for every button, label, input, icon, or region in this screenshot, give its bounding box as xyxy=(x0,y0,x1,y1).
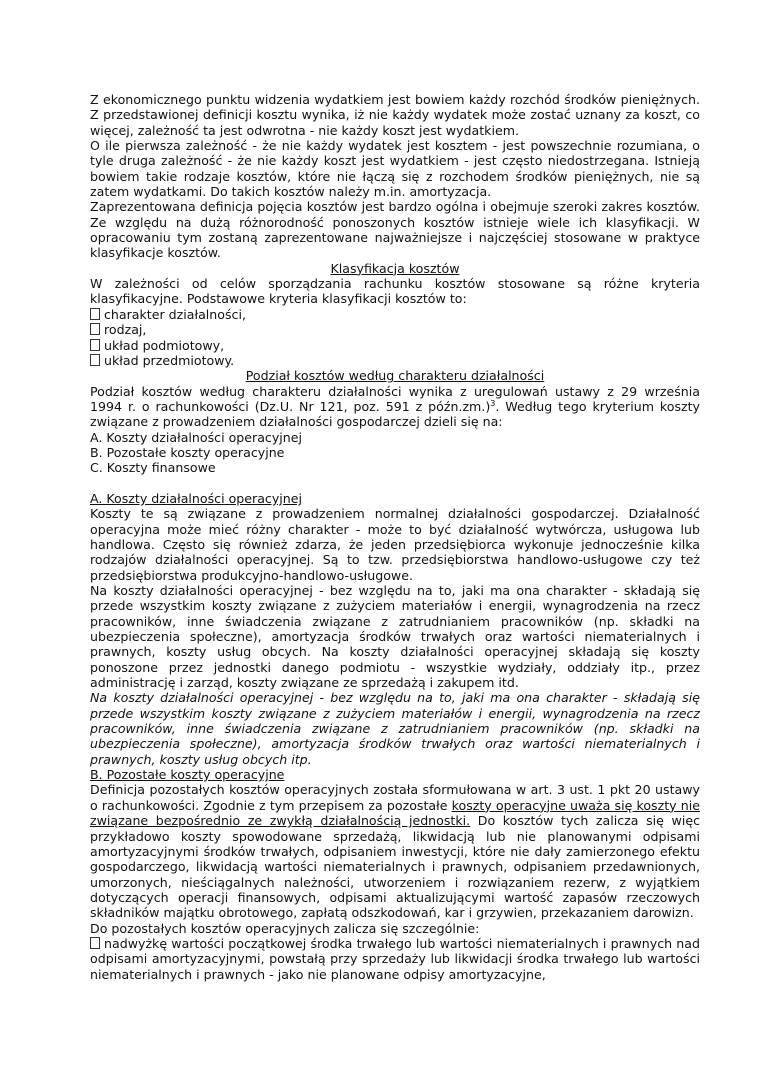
bullet-box-icon xyxy=(90,354,100,366)
bullet-box-icon xyxy=(90,937,100,949)
blank-line xyxy=(90,476,700,491)
bullet-item: układ przedmiotowy. xyxy=(90,353,700,368)
klasyfikacja-paragraph: W zależności od celów sporządzania rachunku kosztów stosowane są różne kryteria klasyfikacyjne. Podstawowe kryteria klasyfikacji kosztów to: xyxy=(90,276,700,307)
footnote-ref: 3 xyxy=(490,398,496,408)
underlined-definition: koszty operacyjne uważa się koszty nie związane bezpośrednio ze zwykłą działalnością jednostki. xyxy=(90,797,700,829)
section-a-paragraph-1: Koszty te są związane z prowadzeniem normalnej działalności gospodarczej. Działalność operacyjna może mieć różny charakter - może to być działalność wytwórcza, usługowa lub handlowa. Często się również zdarza, że jeden przedsiębiorca wykonuje jednocześnie kilka rodzajów działalności operacyjnej. Są to tzw. przedsiębiorstwa handlowo-usługowe czy też przedsiębiorstwa produkcyjno-handlowo-usługowe. xyxy=(90,506,700,583)
section-b-paragraph-2: Do pozostałych kosztów operacyjnych zalicza się szczególnie: xyxy=(90,920,480,936)
heading-section-b: B. Pozostałe koszty operacyjne xyxy=(90,767,285,783)
heading-section-a: A. Koszty działalności operacyjnej xyxy=(90,490,303,506)
section-b-bullet-paragraph: nadwyżkę wartości początkowej środka trwałego lub wartości niematerialnych i prawnych nad odpisami amortyzacyjnymi, powstałą przy sprzedaży lub likwidacji środka trwałego lub wartości niematerialnych i prawnych - jako nie planowane odpisy amortyzacyjne, xyxy=(90,935,700,982)
intro-paragraph-2: O ile pierwsza zależność - że nie każdy wydatek jest kosztem - jest powszechnie rozumiana, o tyle druga zależność - że nie każdy koszt jest wydatkiem - jest często niedostrzegana. Istnieją bowiem takie rodzaje kosztów, które nie łączą się z rozchodem środków pieniężnych, nie są zatem wydatkami. Do takich kosztów należy m.in. amortyzacja. xyxy=(90,138,700,200)
bullet-item: układ podmiotowy, xyxy=(90,338,700,353)
intro-paragraph-1: Z ekonomicznego punktu widzenia wydatkiem jest bowiem każdy rozchód środków pieniężnych. Z przedstawionej definicji kosztu wynika, iż nie każdy wydatek może zostać uznany za koszt, co więcej, zależność ta jest odwrotna - nie każdy koszt jest wydatkiem. xyxy=(90,92,700,138)
heading-podzial: Podział kosztów według charakteru działalności xyxy=(245,368,545,384)
bullet-item: charakter działalności, xyxy=(90,307,700,322)
bullet-box-icon xyxy=(90,323,100,335)
category-item: C. Koszty finansowe xyxy=(90,460,216,476)
document-page xyxy=(90,92,700,982)
section-a-paragraph-2: Na koszty działalności operacyjnej - bez względu na to, jaki ma ona charakter - składają się przede wszystkim koszty związane z zużyciem materiałów i energii, wynagrodzenia na rzecz pracowników, inne świadczenia związane z zatrudnianiem pracowników (np. składki na ubezpieczenia społeczne), amortyzacja środków trwałych oraz wartości niematerialnych i prawnych, koszty usług obcych. Na koszty działalności operacyjnej składają się koszty ponoszone przez jednostki danego podmiotu - wszystkie wydziały, oddziały itp., przez administrację i zarząd, koszty związane ze sprzedażą i zakupem itd. xyxy=(90,583,700,691)
bullet-item: rodzaj, xyxy=(90,322,700,337)
section-b-paragraph-1: Definicja pozostałych kosztów operacyjnych została sformułowana w art. 3 ust. 1 pkt 20 ustawy o rachunkowości. Zgodnie z tym przepisem za pozostałe koszty operacyjne uważa się koszty nie związane bezpośrednio ze zwykłą działalnością jednostki. Do kosztów tych zalicza się więc przykładowo koszty spowodowane sprzedażą, likwidacją lub nie planowanymi odpisami amortyzacyjnymi środków trwałych, odpisaniem inwestycji, które nie dały zamierzonego efektu gospodarczego, likwidacją wartości niematerialnych i prawnych, odpisaniem przedawnionych, umorzonych, nieściągalnych należności, utworzeniem i rozwiązaniem rezerw, z wyjątkiem dotyczących operacji finansowych, odpisami aktualizującymi wartość zapasów rzeczowych składników majątku obrotowego, zapłatą odszkodowań, kar i grzywien, przekazaniem darowizn. xyxy=(90,782,700,921)
bullet-box-icon xyxy=(90,339,100,351)
section-a-paragraph-3-italic: Na koszty działalności operacyjnej - bez względu na to, jaki ma ona charakter - składają się przede wszystkim koszty związane z zużyciem materiałów i energii, wynagrodzenia na rzecz pracowników, inne świadczenia związane z zatrudnianiem pracowników (np. składki na ubezpieczenia społeczne), amortyzacja środków trwałych oraz wartości niematerialnych i prawnych, koszty usług obcych itp. xyxy=(90,690,700,767)
podzial-paragraph: Podział kosztów według charakteru działalności wynika z uregulowań ustawy z 29 września 1994 r. o rachunkowości (Dz.U. Nr 121, poz. 591 z późn.zm.)$^3$. Według tego kryterium koszty związane z prowadzeniem działalności gospodarczej dzieli się na: xyxy=(90,383,701,430)
bullet-box-icon xyxy=(90,308,100,320)
category-item: B. Pozostałe koszty operacyjne xyxy=(90,444,285,460)
heading-klasyfikacja: Klasyfikacja kosztów xyxy=(330,260,460,276)
intro-paragraph-3: Zaprezentowana definicja pojęcia kosztów jest bardzo ogólna i obejmuje szeroki zakres kosztów. Ze względu na dużą różnorodność ponoszonych kosztów istnieje wiele ich klasyfikacji. W opracowaniu tym zostaną zaprezentowane najważniejsze i najczęściej stosowane w praktyce klasyfikacje kosztów. xyxy=(90,199,700,261)
category-item: A. Koszty działalności operacyjnej xyxy=(90,429,303,445)
